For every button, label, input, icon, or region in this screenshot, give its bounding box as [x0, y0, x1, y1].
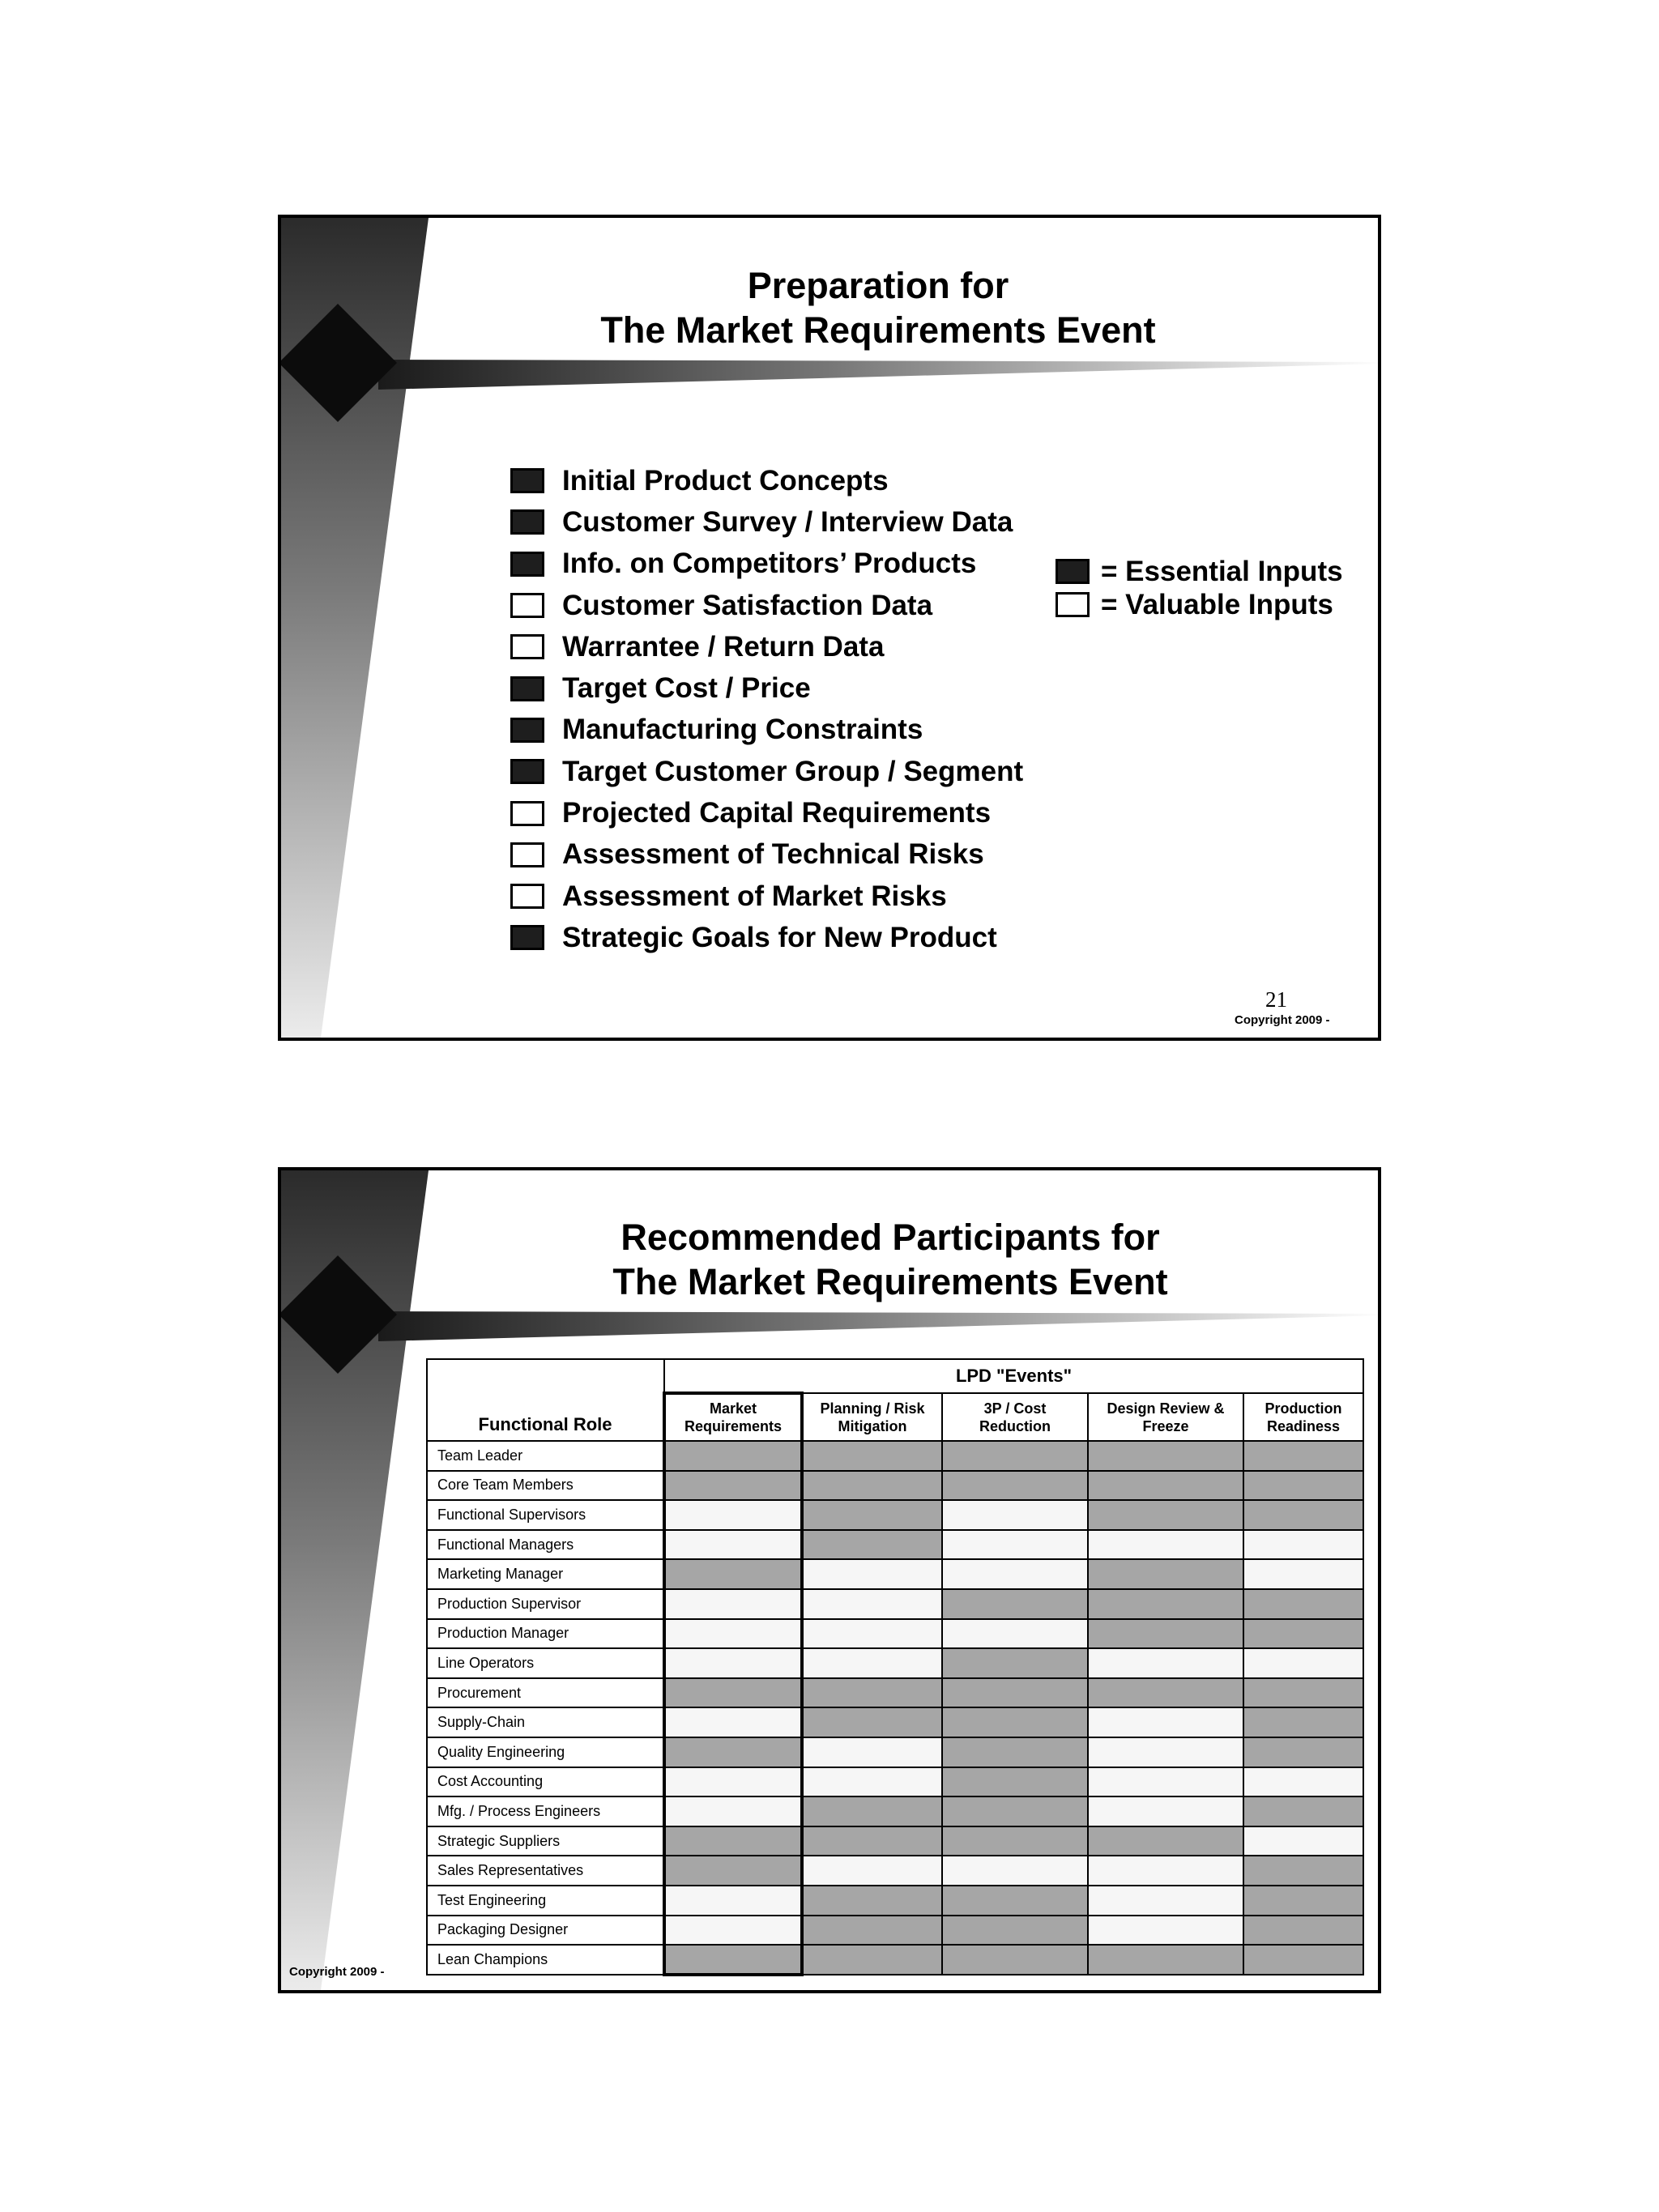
- input-label: Initial Product Concepts: [562, 464, 889, 497]
- table-row: [427, 1856, 1363, 1886]
- functional-role-header: Functional Role: [427, 1359, 664, 1441]
- participation-cell-filled: [664, 1737, 802, 1767]
- participation-cell-empty: [664, 1530, 802, 1560]
- functional-role-cell: Supply-Chain: [427, 1707, 664, 1737]
- list-item: [510, 834, 1023, 876]
- title-underline-bar: [378, 1311, 1381, 1341]
- participation-cell-filled: [1243, 1441, 1363, 1471]
- participation-cell-filled: [664, 1856, 802, 1886]
- participation-cell-filled: [1243, 1471, 1363, 1501]
- participation-cell-empty: [664, 1796, 802, 1826]
- participation-cell-empty: [664, 1707, 802, 1737]
- legend-essential-label: = Essential Inputs: [1101, 555, 1343, 587]
- participation-cell-empty: [664, 1916, 802, 1946]
- participation-cell-filled: [942, 1826, 1088, 1856]
- participation-cell-empty: [1088, 1530, 1243, 1560]
- event-header-line: Freeze: [1142, 1417, 1189, 1434]
- participation-cell-empty: [942, 1500, 1088, 1530]
- participation-cell-filled: [1088, 1471, 1243, 1501]
- participation-cell-empty: [1088, 1767, 1243, 1797]
- participation-cell-filled: [1243, 1796, 1363, 1826]
- functional-role-cell: Procurement: [427, 1678, 664, 1708]
- event-header-line: Readiness: [1266, 1417, 1341, 1434]
- title-underline-bar: [378, 360, 1381, 390]
- participation-cell-filled: [1243, 1886, 1363, 1916]
- functional-role-cell: Line Operators: [427, 1648, 664, 1678]
- participation-cell-empty: [1243, 1767, 1363, 1797]
- participation-cell-filled: [1088, 1441, 1243, 1471]
- lpd-events-header: LPD "Events": [664, 1359, 1363, 1393]
- event-header: [664, 1393, 802, 1441]
- participation-cell-filled: [942, 1916, 1088, 1946]
- participation-cell-empty: [664, 1767, 802, 1797]
- table-row: [427, 1500, 1363, 1530]
- empty-square-icon: [510, 634, 544, 659]
- participation-cell-filled: [802, 1826, 942, 1856]
- title-line-1: Preparation for: [747, 265, 1009, 306]
- participation-cell-filled: [802, 1530, 942, 1560]
- participation-cell-empty: [802, 1648, 942, 1678]
- slide-title: [419, 263, 1337, 352]
- participation-cell-filled: [1243, 1589, 1363, 1619]
- title-line-2: The Market Requirements Event: [600, 309, 1156, 351]
- title-line-2: The Market Requirements Event: [612, 1261, 1168, 1302]
- participation-cell-filled: [942, 1767, 1088, 1797]
- empty-square-icon: [510, 842, 544, 867]
- input-label: Projected Capital Requirements: [562, 797, 992, 829]
- functional-role-cell: Test Engineering: [427, 1886, 664, 1916]
- functional-role-cell: Functional Managers: [427, 1530, 664, 1560]
- inputs-list: [510, 460, 1023, 959]
- list-item: [510, 792, 1023, 833]
- list-item: [510, 876, 1023, 917]
- table-row: [427, 1648, 1363, 1678]
- filled-square-icon: [1056, 559, 1090, 584]
- filled-square-icon: [510, 676, 544, 701]
- event-header-line: Requirements: [684, 1418, 783, 1434]
- input-label: Info. on Competitors’ Products: [562, 548, 977, 580]
- table-row: [427, 1619, 1363, 1649]
- slide-title: [419, 1215, 1362, 1304]
- table-row: [427, 1471, 1363, 1501]
- functional-role-cell: Production Manager: [427, 1619, 664, 1649]
- participation-cell-empty: [1243, 1648, 1363, 1678]
- participation-cell-filled: [1088, 1559, 1243, 1589]
- list-item: [510, 710, 1023, 751]
- participation-cell-filled: [802, 1945, 942, 1975]
- participation-cell-filled: [1243, 1856, 1363, 1886]
- page-number: 21: [1265, 987, 1287, 1012]
- table-row: [427, 1945, 1363, 1975]
- list-item: [510, 585, 1023, 626]
- empty-square-icon: [510, 801, 544, 826]
- participation-cell-empty: [802, 1619, 942, 1649]
- table-row: [427, 1886, 1363, 1916]
- participation-cell-filled: [1088, 1619, 1243, 1649]
- participation-cell-filled: [942, 1886, 1088, 1916]
- functional-role-cell: Mfg. / Process Engineers: [427, 1796, 664, 1826]
- participation-cell-filled: [664, 1441, 802, 1471]
- filled-square-icon: [510, 509, 544, 535]
- input-label: Manufacturing Constraints: [562, 714, 923, 746]
- functional-role-cell: Sales Representatives: [427, 1856, 664, 1886]
- participation-cell-filled: [1088, 1678, 1243, 1708]
- empty-square-icon: [510, 884, 544, 909]
- legend-essential: [1056, 555, 1343, 588]
- participation-cell-filled: [802, 1707, 942, 1737]
- list-item: [510, 917, 1023, 958]
- table-row: [427, 1796, 1363, 1826]
- participation-cell-filled: [664, 1471, 802, 1501]
- table-row: [427, 1916, 1363, 1946]
- participation-cell-filled: [664, 1678, 802, 1708]
- participation-cell-empty: [942, 1530, 1088, 1560]
- filled-square-icon: [510, 759, 544, 784]
- participation-cell-filled: [664, 1559, 802, 1589]
- slide-participants: [278, 1167, 1381, 1993]
- participation-cell-empty: [664, 1648, 802, 1678]
- participation-cell-empty: [664, 1589, 802, 1619]
- participation-cell-empty: [1243, 1826, 1363, 1856]
- event-header-line: Production: [1265, 1400, 1342, 1417]
- input-label: Warrantee / Return Data: [562, 630, 885, 663]
- participation-cell-filled: [942, 1945, 1088, 1975]
- input-label: Customer Survey / Interview Data: [562, 505, 1013, 538]
- list-item: [510, 751, 1023, 792]
- participation-cell-empty: [802, 1737, 942, 1767]
- legend: [1056, 555, 1343, 621]
- input-label: Target Cost / Price: [562, 672, 811, 705]
- participation-cell-empty: [942, 1856, 1088, 1886]
- list-item: [510, 501, 1023, 543]
- participation-cell-filled: [1088, 1500, 1243, 1530]
- participation-cell-filled: [802, 1500, 942, 1530]
- participation-cell-filled: [664, 1945, 802, 1975]
- participation-cell-filled: [942, 1796, 1088, 1826]
- participation-cell-empty: [664, 1886, 802, 1916]
- participation-cell-filled: [1088, 1589, 1243, 1619]
- table-row: [427, 1559, 1363, 1589]
- participation-cell-filled: [802, 1886, 942, 1916]
- filled-square-icon: [510, 552, 544, 577]
- title-line-1: Recommended Participants for: [621, 1217, 1160, 1258]
- empty-square-icon: [1056, 592, 1090, 617]
- participation-cell-filled: [1243, 1500, 1363, 1530]
- functional-role-cell: Team Leader: [427, 1441, 664, 1471]
- participation-cell-filled: [942, 1441, 1088, 1471]
- participation-cell-filled: [1243, 1737, 1363, 1767]
- participation-cell-empty: [1243, 1559, 1363, 1589]
- legend-valuable: [1056, 588, 1343, 621]
- participation-cell-filled: [942, 1589, 1088, 1619]
- table-row: [427, 1826, 1363, 1856]
- table-row: [427, 1737, 1363, 1767]
- functional-role-cell: Cost Accounting: [427, 1767, 664, 1797]
- participation-cell-filled: [1088, 1945, 1243, 1975]
- input-label: Strategic Goals for New Product: [562, 921, 997, 953]
- participation-cell-filled: [802, 1471, 942, 1501]
- participation-cell-filled: [664, 1826, 802, 1856]
- participation-cell-filled: [942, 1648, 1088, 1678]
- input-label: Customer Satisfaction Data: [562, 589, 933, 621]
- input-label: Assessment of Market Risks: [562, 880, 947, 912]
- functional-role-cell: Marketing Manager: [427, 1559, 664, 1589]
- participation-cell-empty: [1088, 1796, 1243, 1826]
- participation-cell-empty: [802, 1767, 942, 1797]
- list-item: [510, 626, 1023, 667]
- participation-cell-filled: [942, 1471, 1088, 1501]
- filled-square-icon: [510, 925, 544, 950]
- functional-role-cell: Strategic Suppliers: [427, 1826, 664, 1856]
- event-header-line: Reduction: [979, 1417, 1051, 1434]
- list-item: [510, 667, 1023, 709]
- event-header: [1243, 1393, 1363, 1441]
- functional-role-cell: Core Team Members: [427, 1471, 664, 1501]
- table-row: [427, 1589, 1363, 1619]
- participation-cell-filled: [942, 1707, 1088, 1737]
- input-label: Target Customer Group / Segment: [562, 755, 1024, 787]
- participation-cell-empty: [664, 1619, 802, 1649]
- participation-cell-empty: [1088, 1707, 1243, 1737]
- list-item: [510, 543, 1023, 585]
- input-label: Assessment of Technical Risks: [562, 838, 984, 871]
- participation-cell-filled: [942, 1737, 1088, 1767]
- participation-cell-filled: [1243, 1945, 1363, 1975]
- participation-cell-empty: [1088, 1648, 1243, 1678]
- participation-cell-filled: [802, 1796, 942, 1826]
- participation-cell-empty: [1088, 1737, 1243, 1767]
- participation-cell-empty: [1088, 1856, 1243, 1886]
- event-header-line: Market: [709, 1400, 757, 1417]
- participation-cell-empty: [942, 1559, 1088, 1589]
- event-header: [942, 1393, 1088, 1441]
- table-row: [427, 1441, 1363, 1471]
- event-header-line: Design Review &: [1107, 1400, 1225, 1417]
- functional-role-cell: Packaging Designer: [427, 1916, 664, 1946]
- slide-preparation: [278, 215, 1381, 1041]
- table-row: [427, 1707, 1363, 1737]
- event-header: [1088, 1393, 1243, 1441]
- event-header-line: 3P / Cost: [983, 1400, 1047, 1417]
- participation-cell-empty: [802, 1856, 942, 1886]
- participation-cell-filled: [1243, 1707, 1363, 1737]
- participation-cell-empty: [1088, 1916, 1243, 1946]
- participation-cell-filled: [802, 1441, 942, 1471]
- participation-cell-filled: [802, 1916, 942, 1946]
- participation-cell-empty: [802, 1559, 942, 1589]
- participation-cell-filled: [1243, 1678, 1363, 1708]
- participation-cell-filled: [942, 1678, 1088, 1708]
- participation-cell-empty: [664, 1500, 802, 1530]
- functional-role-cell: Functional Supervisors: [427, 1500, 664, 1530]
- functional-role-cell: Lean Champions: [427, 1945, 664, 1975]
- event-header: [802, 1393, 942, 1441]
- table-row: [427, 1530, 1363, 1560]
- participation-cell-filled: [1243, 1916, 1363, 1946]
- participation-cell-empty: [942, 1619, 1088, 1649]
- filled-square-icon: [510, 718, 544, 743]
- functional-role-cell: Production Supervisor: [427, 1589, 664, 1619]
- functional-role-cell: Quality Engineering: [427, 1737, 664, 1767]
- event-header-line: Planning / Risk: [820, 1400, 925, 1417]
- participation-cell-filled: [802, 1678, 942, 1708]
- copyright: Copyright 2009 -: [289, 1965, 385, 1979]
- copyright: Copyright 2009 -: [1235, 1013, 1330, 1027]
- event-header-line: Mitigation: [838, 1417, 907, 1434]
- filled-square-icon: [510, 468, 544, 493]
- participation-cell-filled: [1088, 1826, 1243, 1856]
- participation-cell-empty: [1243, 1530, 1363, 1560]
- legend-valuable-label: = Valuable Inputs: [1101, 588, 1333, 620]
- participation-cell-filled: [1243, 1619, 1363, 1649]
- participation-cell-empty: [1088, 1886, 1243, 1916]
- list-item: [510, 460, 1023, 501]
- participation-cell-empty: [802, 1589, 942, 1619]
- empty-square-icon: [510, 593, 544, 618]
- table-row: [427, 1678, 1363, 1708]
- participants-table: [426, 1358, 1364, 1976]
- table-row: [427, 1767, 1363, 1797]
